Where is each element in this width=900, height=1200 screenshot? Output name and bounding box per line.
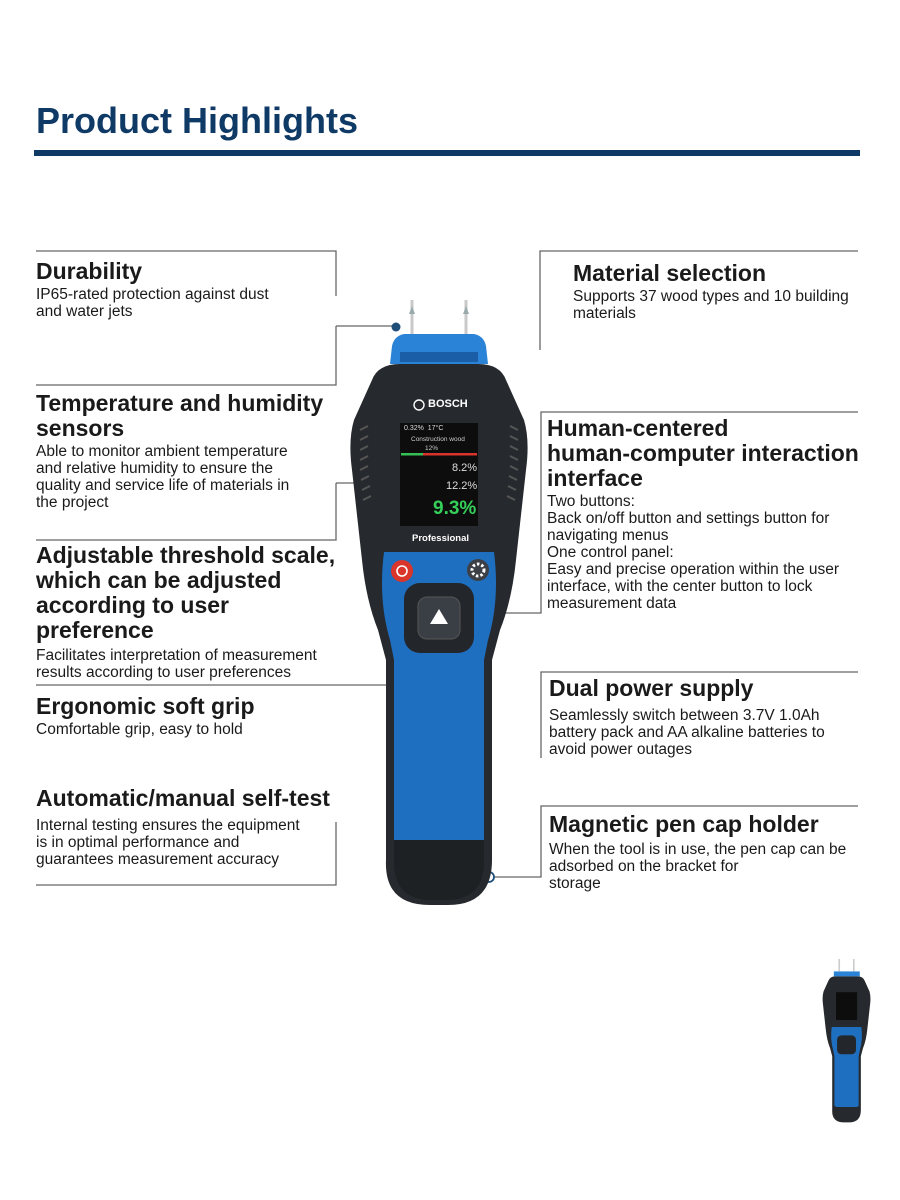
feature-description: Two buttons: Back on/off button and settings button for navigating menus One control panel: Easy and precise operation within the user interface, with the center button to lock measurement data	[547, 493, 840, 612]
feature-description: Supports 37 wood types and 10 building materials	[573, 288, 849, 322]
feature-dual-power	[549, 676, 825, 758]
thumbnail-device	[823, 959, 871, 1122]
feature-description: Seamlessly switch between 3.7V 1.0Ah battery pack and AA alkaline batteries to avoid power outages	[549, 707, 825, 758]
power-button	[391, 560, 413, 582]
feature-hci-interface	[547, 416, 859, 612]
feature-title: Material selection	[573, 260, 767, 286]
feature-durability	[36, 259, 269, 320]
feature-title: Magnetic pen cap holder	[549, 811, 819, 837]
feature-pen-cap-holder	[549, 812, 846, 892]
feature-soft-grip	[36, 694, 255, 738]
feature-description: IP65-rated protection against dust and water jets	[36, 286, 269, 320]
feature-description: Comfortable grip, easy to hold	[36, 721, 243, 738]
screen-reading-2: 12.2%	[446, 480, 478, 492]
feature-title: Temperature and humidity sensors	[36, 390, 324, 441]
screen-status: 0.32% 17°C	[404, 425, 444, 432]
model-label: Professional	[412, 533, 470, 544]
feature-title: Human-centered human-computer interaction interface	[547, 415, 859, 491]
brand-logo-text: BOSCH	[428, 398, 468, 410]
device-base	[394, 840, 484, 900]
screen-main-reading: 9.3%	[433, 498, 477, 519]
feature-description: Facilitates interpretation of measurement results according to user preferences	[36, 647, 317, 681]
feature-title: Durability	[36, 258, 143, 284]
feature-material-selection	[573, 261, 849, 322]
page-title: Product Highlights	[36, 100, 358, 141]
feature-self-test	[36, 786, 330, 868]
feature-description: Able to monitor ambient temperature and relative humidity to ensure the quality and service life of materials in the project	[36, 443, 290, 511]
feature-title: Dual power supply	[549, 675, 754, 701]
feature-title: Adjustable threshold scale, which can be adjusted according to user preference	[36, 542, 336, 643]
feature-threshold-scale	[36, 543, 335, 681]
screen-material: Construction wood	[411, 436, 465, 443]
screen-threshold: 12%	[425, 445, 439, 452]
feature-description: When the tool is in use, the pen cap can be adsorbed on the bracket for storage	[549, 841, 847, 892]
settings-button	[467, 559, 489, 581]
feature-title: Ergonomic soft grip	[36, 693, 255, 719]
feature-title: Automatic/manual self-test	[36, 785, 330, 811]
screen-reading-1: 8.2%	[452, 462, 478, 474]
feature-temperature-humidity	[36, 391, 323, 511]
feature-description: Internal testing ensures the equipment is in optimal performance and guarantees measurement accuracy	[36, 817, 300, 868]
